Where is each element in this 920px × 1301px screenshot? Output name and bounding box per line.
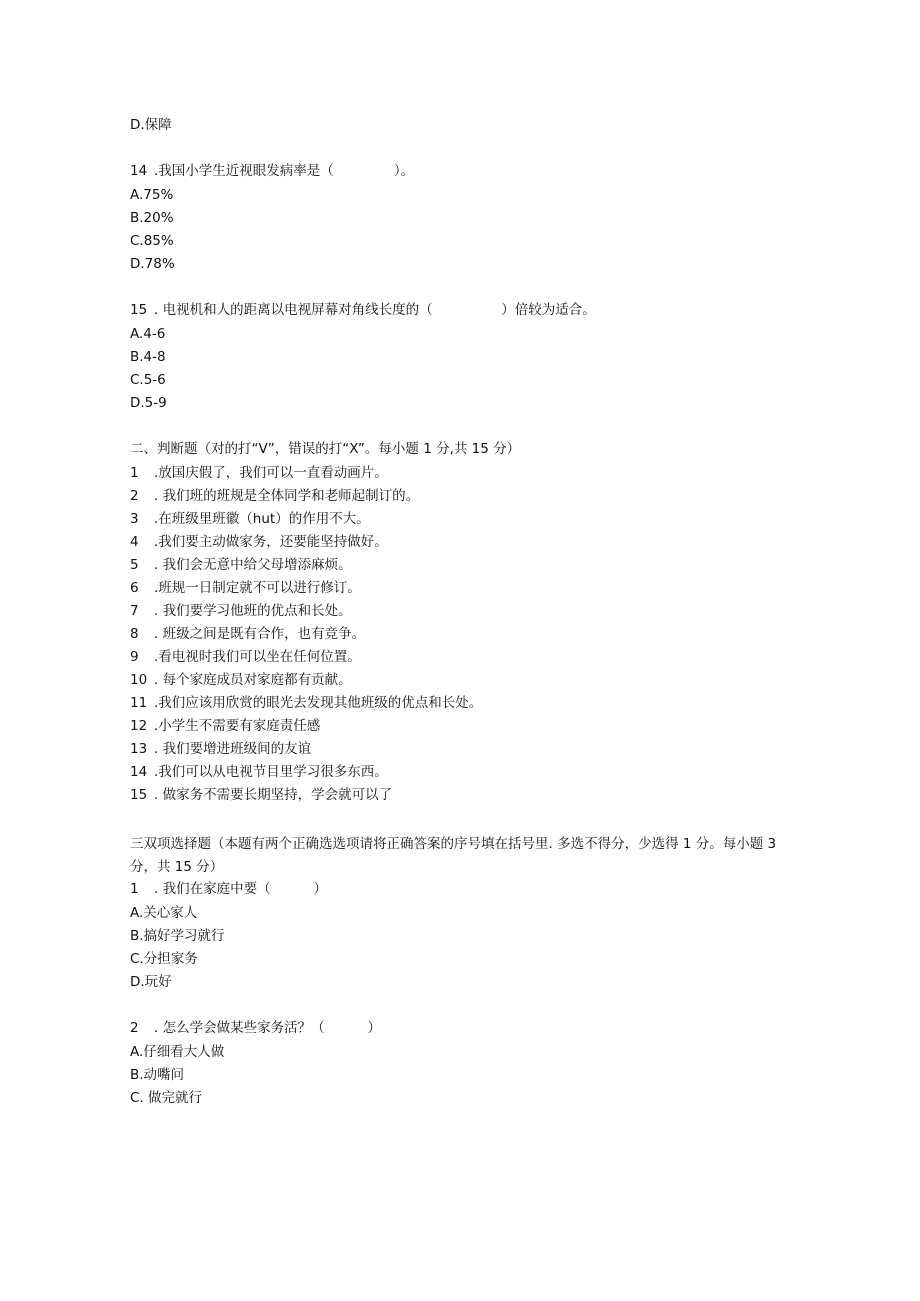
tf-item-5: [130, 556, 352, 574]
tf-item-number: 13: [130, 741, 148, 757]
q14-option-a: A.75%: [130, 187, 174, 203]
tf-item-1: [130, 464, 388, 482]
tf-item-text: . 我们会无意中给父母增添麻烦。: [154, 557, 352, 573]
tf-item-text: . 我们要学习他班的优点和长处。: [154, 603, 352, 619]
tf-item-text: .我们可以从电视节目里学习很多东西。: [154, 764, 388, 780]
tf-item-12: [130, 717, 320, 735]
q14-stem-text: .我国小学生近视眼发病率是（ ）。: [154, 163, 415, 179]
tf-item-number: 12: [130, 718, 148, 734]
tf-item-number: 7: [130, 603, 139, 619]
tf-item-3: [130, 510, 370, 528]
q15-option-c: C.5-6: [130, 372, 166, 388]
q13-option-d: D.保障: [130, 117, 172, 133]
q15-stem: [130, 301, 596, 319]
tf-item-6: [130, 579, 361, 597]
tf-item-text: .我们应该用欣赏的眼光去发现其他班级的优点和长处。: [154, 695, 483, 711]
q15-option-d: D.5-9: [130, 395, 167, 411]
tf-item-number: 11: [130, 695, 148, 711]
q14-option-b: B.20%: [130, 210, 174, 226]
tf-item-13: [130, 740, 311, 758]
tf-item-8: [130, 625, 365, 643]
tf-item-number: 10: [130, 672, 148, 688]
s3-q1-option-c: C.分担家务: [130, 951, 198, 967]
tf-item-number: 9: [130, 649, 139, 665]
tf-item-text: . 班级之间是既有合作，也有竞争。: [154, 626, 366, 642]
tf-item-number: 14: [130, 764, 148, 780]
tf-item-text: . 每个家庭成员对家庭都有贡献。: [154, 672, 352, 688]
q15-stem-text: . 电视机和人的距离以电视屏幕对角线长度的（ ）倍较为适合。: [154, 302, 596, 318]
tf-item-text: .放国庆假了，我们可以一直看动画片。: [154, 465, 388, 481]
tf-item-text: .看电视时我们可以坐在任何位置。: [154, 649, 361, 665]
tf-item-text: . 我们班的班规是全体同学和老师起制订的。: [154, 488, 420, 504]
q15-option-b: B.4-8: [130, 349, 166, 365]
tf-item-text: .在班级里班徽（hut）的作用不大。: [154, 511, 370, 527]
s3-q1-stem-text: . 我们在家庭中要（ ）: [154, 881, 327, 897]
tf-item-number: 2: [130, 488, 139, 504]
q15-number: 15: [130, 302, 148, 318]
tf-item-number: 4: [130, 534, 139, 550]
s3-q2-stem: [130, 1019, 381, 1037]
tf-item-number: 1: [130, 465, 139, 481]
tf-item-14: [130, 763, 388, 781]
tf-item-text: .班规一日制定就不可以进行修订。: [154, 580, 361, 596]
q14-number: 14: [130, 163, 148, 179]
s3-q1-option-d: D.玩好: [130, 974, 172, 990]
tf-item-text: .我们要主动做家务，还要能坚持做好。: [154, 534, 388, 550]
s3-q2-option-b: B.动嘴问: [130, 1067, 185, 1083]
tf-item-text: . 我们要增进班级间的友谊: [154, 741, 312, 757]
s3-q1-option-a: A.关心家人: [130, 905, 198, 921]
tf-item-7: [130, 602, 352, 620]
tf-item-text: .小学生不需要有家庭责任感: [154, 718, 321, 734]
q14-option-c: C.85%: [130, 233, 174, 249]
tf-item-number: 15: [130, 787, 148, 803]
tf-item-number: 5: [130, 557, 139, 573]
s3-q2-stem-text: . 怎么学会做某些家务活？（ ）: [154, 1020, 381, 1036]
s3-q1-option-b: B.搞好学习就行: [130, 928, 225, 944]
tf-item-2: [130, 487, 419, 505]
tf-item-15: [130, 786, 392, 804]
tf-item-number: 3: [130, 511, 139, 527]
s3-q2-number: 2: [130, 1020, 139, 1036]
q15-option-a: A.4-6: [130, 326, 166, 342]
s3-q2-option-a: A.仔细看大人做: [130, 1044, 225, 1060]
tf-item-4: [130, 533, 388, 551]
s3-q1-number: 1: [130, 881, 139, 897]
tf-item-number: 6: [130, 580, 139, 596]
tf-item-11: [130, 694, 482, 712]
s3-q2-option-c: C. 做完就行: [130, 1090, 203, 1106]
tf-item-text: . 做家务不需要长期坚持，学会就可以了: [154, 787, 393, 803]
section2-heading: 二、判断题（对的打“V”，错误的打“X”。每小题 1 分,共 15 分）: [130, 441, 521, 457]
tf-item-9: [130, 648, 361, 666]
s3-q1-stem: [130, 880, 327, 898]
tf-item-10: [130, 671, 352, 689]
tf-item-number: 8: [130, 626, 139, 642]
section3-heading: 三双项选择题（本题有两个正确选选项请将正确答案的序号填在括号里. 多选不得分，少选得 1 分。每小题 3 分，共 15 分）: [130, 836, 777, 875]
q14-stem: [130, 162, 414, 180]
q14-option-d: D.78%: [130, 256, 175, 272]
